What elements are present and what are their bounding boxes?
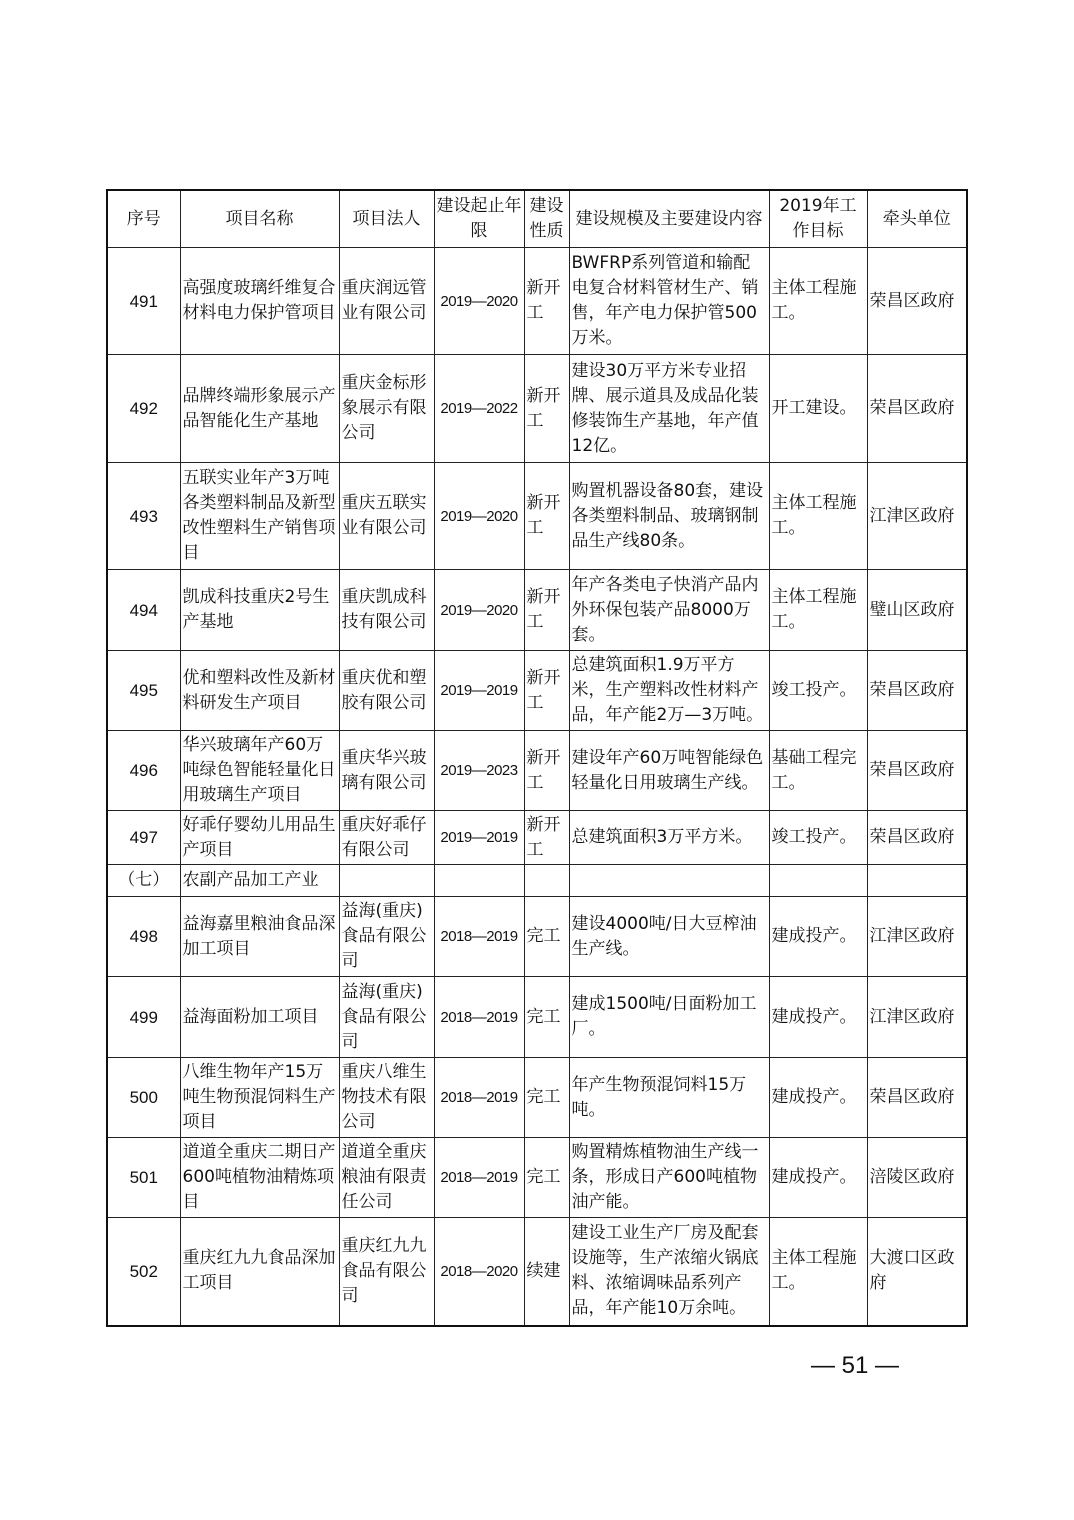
project-entity: 重庆好乖仔有限公司 bbox=[339, 811, 434, 865]
lead-unit: 荣昌区政府 bbox=[867, 731, 967, 811]
header-cell: 序号 bbox=[107, 190, 180, 248]
construction-years: 2019—2020 bbox=[434, 248, 524, 355]
project-name: 益海嘉里粮油食品深加工项目 bbox=[180, 897, 339, 977]
table-row bbox=[107, 1058, 967, 1138]
section-row bbox=[107, 865, 967, 897]
construction-nature: 新开工 bbox=[524, 463, 569, 570]
row-number: 499 bbox=[107, 977, 180, 1058]
construction-years: 2019—2023 bbox=[434, 731, 524, 811]
header-cell: 2019年工作目标 bbox=[769, 190, 867, 248]
row-number: 495 bbox=[107, 651, 180, 731]
construction-content: 购置精炼植物油生产线一条，形成日产600吨植物油产能。 bbox=[569, 1138, 769, 1218]
construction-nature: 续建 bbox=[524, 1218, 569, 1326]
project-entity: 重庆五联实业有限公司 bbox=[339, 463, 434, 570]
lead-unit: 荣昌区政府 bbox=[867, 811, 967, 865]
row-number: 494 bbox=[107, 570, 180, 651]
annual-goal: 建成投产。 bbox=[769, 1138, 867, 1218]
construction-content: 建设年产60万吨智能绿色轻量化日用玻璃生产线。 bbox=[569, 731, 769, 811]
row-number: 497 bbox=[107, 811, 180, 865]
construction-content: 建成1500吨/日面粉加工厂。 bbox=[569, 977, 769, 1058]
header-cell: 建设起止年限 bbox=[434, 190, 524, 248]
construction-nature: 完工 bbox=[524, 1138, 569, 1218]
construction-years: 2018—2019 bbox=[434, 897, 524, 977]
lead-unit: 荣昌区政府 bbox=[867, 355, 967, 463]
section-number: （七） bbox=[107, 865, 180, 897]
annual-goal: 主体工程施工。 bbox=[769, 570, 867, 651]
annual-goal: 竣工投产。 bbox=[769, 651, 867, 731]
project-name: 益海面粉加工项目 bbox=[180, 977, 339, 1058]
construction-years: 2019—2020 bbox=[434, 570, 524, 651]
header-cell: 建设规模及主要建设内容 bbox=[569, 190, 769, 248]
project-entity: 重庆凯成科技有限公司 bbox=[339, 570, 434, 651]
row-number: 493 bbox=[107, 463, 180, 570]
table-row bbox=[107, 651, 967, 731]
project-name: 道道全重庆二期日产600吨植物油精炼项目 bbox=[180, 1138, 339, 1218]
table-row bbox=[107, 897, 967, 977]
project-entity: 益海(重庆)食品有限公司 bbox=[339, 897, 434, 977]
annual-goal: 主体工程施工。 bbox=[769, 248, 867, 355]
construction-nature: 新开工 bbox=[524, 811, 569, 865]
project-table-container bbox=[106, 189, 968, 1327]
table-row bbox=[107, 355, 967, 463]
construction-nature: 新开工 bbox=[524, 731, 569, 811]
lead-unit: 江津区政府 bbox=[867, 463, 967, 570]
header-cell: 牵头单位 bbox=[867, 190, 967, 248]
construction-nature: 新开工 bbox=[524, 355, 569, 463]
annual-goal: 基础工程完工。 bbox=[769, 731, 867, 811]
table-row bbox=[107, 977, 967, 1058]
row-number: 492 bbox=[107, 355, 180, 463]
construction-nature: 完工 bbox=[524, 1058, 569, 1138]
lead-unit: 荣昌区政府 bbox=[867, 248, 967, 355]
construction-years: 2018—2019 bbox=[434, 1138, 524, 1218]
section-title: 农副产品加工产业 bbox=[180, 865, 339, 897]
table-row bbox=[107, 248, 967, 355]
project-name: 品牌终端形象展示产品智能化生产基地 bbox=[180, 355, 339, 463]
lead-unit: 璧山区政府 bbox=[867, 570, 967, 651]
table-row bbox=[107, 463, 967, 570]
construction-content: 建设30万平方米专业招牌、展示道具及成品化装修装饰生产基地，年产值12亿。 bbox=[569, 355, 769, 463]
construction-nature: 完工 bbox=[524, 897, 569, 977]
project-name: 华兴玻璃年产60万吨绿色智能轻量化日用玻璃生产项目 bbox=[180, 731, 339, 811]
project-name: 重庆红九九食品深加工项目 bbox=[180, 1218, 339, 1326]
project-entity: 重庆优和塑胶有限公司 bbox=[339, 651, 434, 731]
lead-unit: 大渡口区政府 bbox=[867, 1218, 967, 1326]
construction-content: 年产各类电子快消产品内外环保包装产品8000万套。 bbox=[569, 570, 769, 651]
construction-content: 购置机器设备80套，建设各类塑料制品、玻璃钢制品生产线80条。 bbox=[569, 463, 769, 570]
lead-unit: 江津区政府 bbox=[867, 897, 967, 977]
construction-years: 2019—2022 bbox=[434, 355, 524, 463]
construction-content: 建设工业生产厂房及配套设施等，生产浓缩火锅底料、浓缩调味品系列产品，年产能10万余吨。 bbox=[569, 1218, 769, 1326]
construction-content: 总建筑面积1.9万平方米，生产塑料改性材料产品，年产能2万—3万吨。 bbox=[569, 651, 769, 731]
table-row bbox=[107, 1138, 967, 1218]
annual-goal: 建成投产。 bbox=[769, 977, 867, 1058]
project-name: 高强度玻璃纤维复合材料电力保护管项目 bbox=[180, 248, 339, 355]
project-name: 好乖仔婴幼儿用品生产项目 bbox=[180, 811, 339, 865]
construction-nature: 新开工 bbox=[524, 570, 569, 651]
lead-unit: 荣昌区政府 bbox=[867, 1058, 967, 1138]
project-name: 五联实业年产3万吨各类塑料制品及新型改性塑料生产销售项目 bbox=[180, 463, 339, 570]
row-number: 500 bbox=[107, 1058, 180, 1138]
annual-goal: 主体工程施工。 bbox=[769, 463, 867, 570]
construction-years: 2019—2019 bbox=[434, 651, 524, 731]
project-entity: 重庆金标形象展示有限公司 bbox=[339, 355, 434, 463]
table-row bbox=[107, 570, 967, 651]
project-name: 八维生物年产15万吨生物预混饲料生产项目 bbox=[180, 1058, 339, 1138]
construction-content: 建设4000吨/日大豆榨油生产线。 bbox=[569, 897, 769, 977]
construction-years: 2018—2019 bbox=[434, 977, 524, 1058]
annual-goal: 竣工投产。 bbox=[769, 811, 867, 865]
row-number: 501 bbox=[107, 1138, 180, 1218]
lead-unit: 涪陵区政府 bbox=[867, 1138, 967, 1218]
lead-unit: 江津区政府 bbox=[867, 977, 967, 1058]
project-entity: 益海(重庆)食品有限公司 bbox=[339, 977, 434, 1058]
annual-goal: 建成投产。 bbox=[769, 1058, 867, 1138]
construction-years: 2019—2019 bbox=[434, 811, 524, 865]
construction-years: 2018—2019 bbox=[434, 1058, 524, 1138]
project-entity: 重庆红九九食品有限公司 bbox=[339, 1218, 434, 1326]
table-row bbox=[107, 731, 967, 811]
project-entity: 重庆华兴玻璃有限公司 bbox=[339, 731, 434, 811]
row-number: 491 bbox=[107, 248, 180, 355]
header-cell: 项目名称 bbox=[180, 190, 339, 248]
project-entity: 道道全重庆粮油有限责任公司 bbox=[339, 1138, 434, 1218]
construction-nature: 完工 bbox=[524, 977, 569, 1058]
table-row bbox=[107, 1218, 967, 1326]
project-entity: 重庆八维生物技术有限公司 bbox=[339, 1058, 434, 1138]
construction-nature: 新开工 bbox=[524, 651, 569, 731]
row-number: 498 bbox=[107, 897, 180, 977]
row-number: 502 bbox=[107, 1218, 180, 1326]
construction-years: 2019—2020 bbox=[434, 463, 524, 570]
project-name: 凯成科技重庆2号生产基地 bbox=[180, 570, 339, 651]
construction-nature: 新开工 bbox=[524, 248, 569, 355]
header-cell: 建设性质 bbox=[524, 190, 569, 248]
construction-content: BWFRP系列管道和输配电复合材料管材生产、销售，年产电力保护管500万米。 bbox=[569, 248, 769, 355]
annual-goal: 开工建设。 bbox=[769, 355, 867, 463]
row-number: 496 bbox=[107, 731, 180, 811]
construction-years: 2018—2020 bbox=[434, 1218, 524, 1326]
header-row bbox=[107, 190, 967, 248]
table-row bbox=[107, 811, 967, 865]
annual-goal: 建成投产。 bbox=[769, 897, 867, 977]
construction-content: 年产生物预混饲料15万吨。 bbox=[569, 1058, 769, 1138]
construction-content: 总建筑面积3万平方米。 bbox=[569, 811, 769, 865]
page-number: — 51 — bbox=[810, 1352, 900, 1379]
header-cell: 项目法人 bbox=[339, 190, 434, 248]
project-table bbox=[106, 189, 968, 1327]
lead-unit: 荣昌区政府 bbox=[867, 651, 967, 731]
project-name: 优和塑料改性及新材料研发生产项目 bbox=[180, 651, 339, 731]
project-entity: 重庆润远管业有限公司 bbox=[339, 248, 434, 355]
annual-goal: 主体工程施工。 bbox=[769, 1218, 867, 1326]
